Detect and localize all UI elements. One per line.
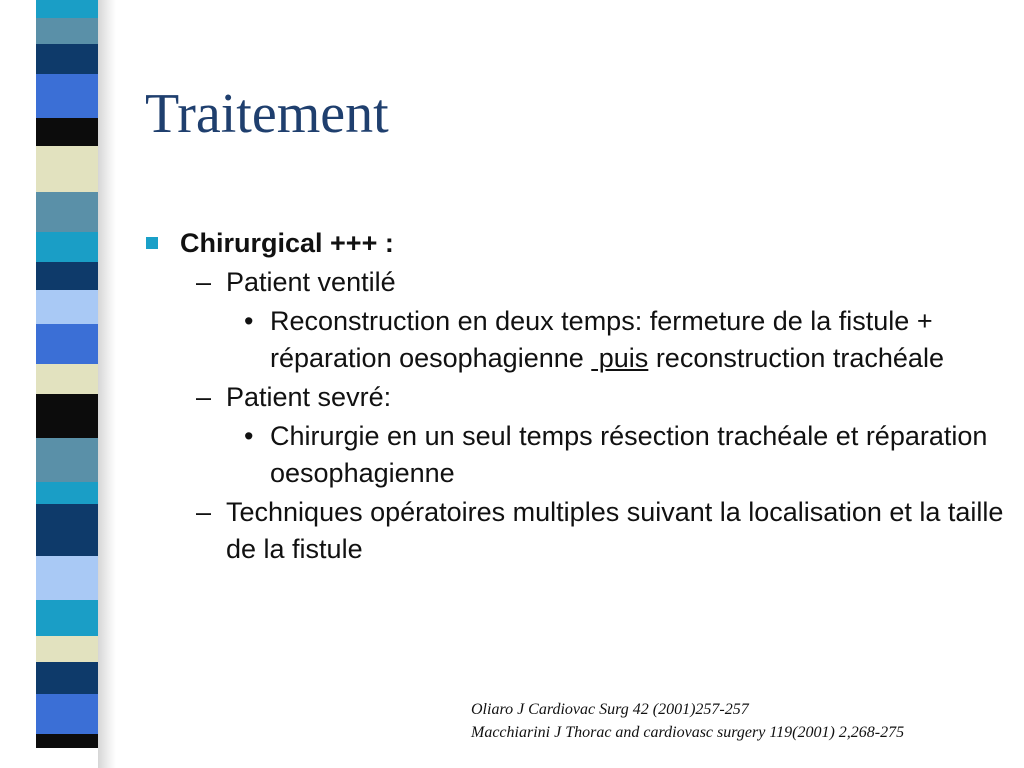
dot-marker: • [244,306,254,336]
dash-marker: – [196,497,212,527]
stripe-band [36,0,98,18]
slide-title: Traitement [145,83,389,145]
bullet-sub2-text: Patient sevré: [226,382,392,412]
stripe-band [36,118,98,146]
stripe-band [36,504,98,556]
stripe-band [36,694,98,734]
stripe-band [36,74,98,118]
bullet-sub1-text: Patient ventilé [226,267,396,297]
stripe-band [36,324,98,364]
bullet-sub1-item-underlined: puis [591,343,649,373]
stripe-band [36,394,98,438]
stripe-band [36,600,98,636]
dash-marker: – [196,382,212,412]
bullet-level2 [144,379,1004,416]
stripe-band [36,232,98,262]
square-bullet-icon [146,237,158,249]
bullet-sub2-item-text: Chirurgie en un seul temps résection trachéale et réparation oesophagienne [270,421,988,488]
bullet-main-text: Chirurgical +++ : [180,228,394,258]
reference-line: Oliaro J Cardiovac Surg 42 (2001)257-257 [471,701,749,718]
stripe-band [36,556,98,600]
stripe-band [36,18,98,44]
stripe-band [36,262,98,290]
stripe-band [36,482,98,504]
bullet-level2 [144,494,1004,568]
stripe-band [36,146,98,192]
stripe-band [36,662,98,694]
bullet-sub3-text: Techniques opératoires multiples suivant la localisation et la taille de la fistule [226,497,1004,564]
bullet-sub1-item-part2: reconstruction trachéale [648,343,944,373]
slide-body [144,224,1004,568]
bullet-level3 [144,418,1004,492]
stripe-shadow [98,0,116,768]
stripe-band [36,734,98,748]
bullet-level3 [144,303,1004,377]
references [471,698,904,744]
stripe-band [36,438,98,482]
stripe-band [36,192,98,232]
dash-marker: – [196,267,212,297]
bullet-sub1-item-part1: Reconstruction en deux temps: fermeture de la fistule + réparation oesophagienne [270,306,933,373]
reference-line: Macchiarini J Thorac and cardiovasc surgery 119(2001) 2,268-275 [471,724,905,741]
stripe-band [36,364,98,394]
bullet-level2 [144,264,1004,301]
decorative-stripe [36,0,98,768]
stripe-band [36,44,98,74]
dot-marker: • [244,421,254,451]
bullet-level1 [144,224,1004,262]
stripe-band [36,636,98,662]
stripe-band [36,290,98,324]
